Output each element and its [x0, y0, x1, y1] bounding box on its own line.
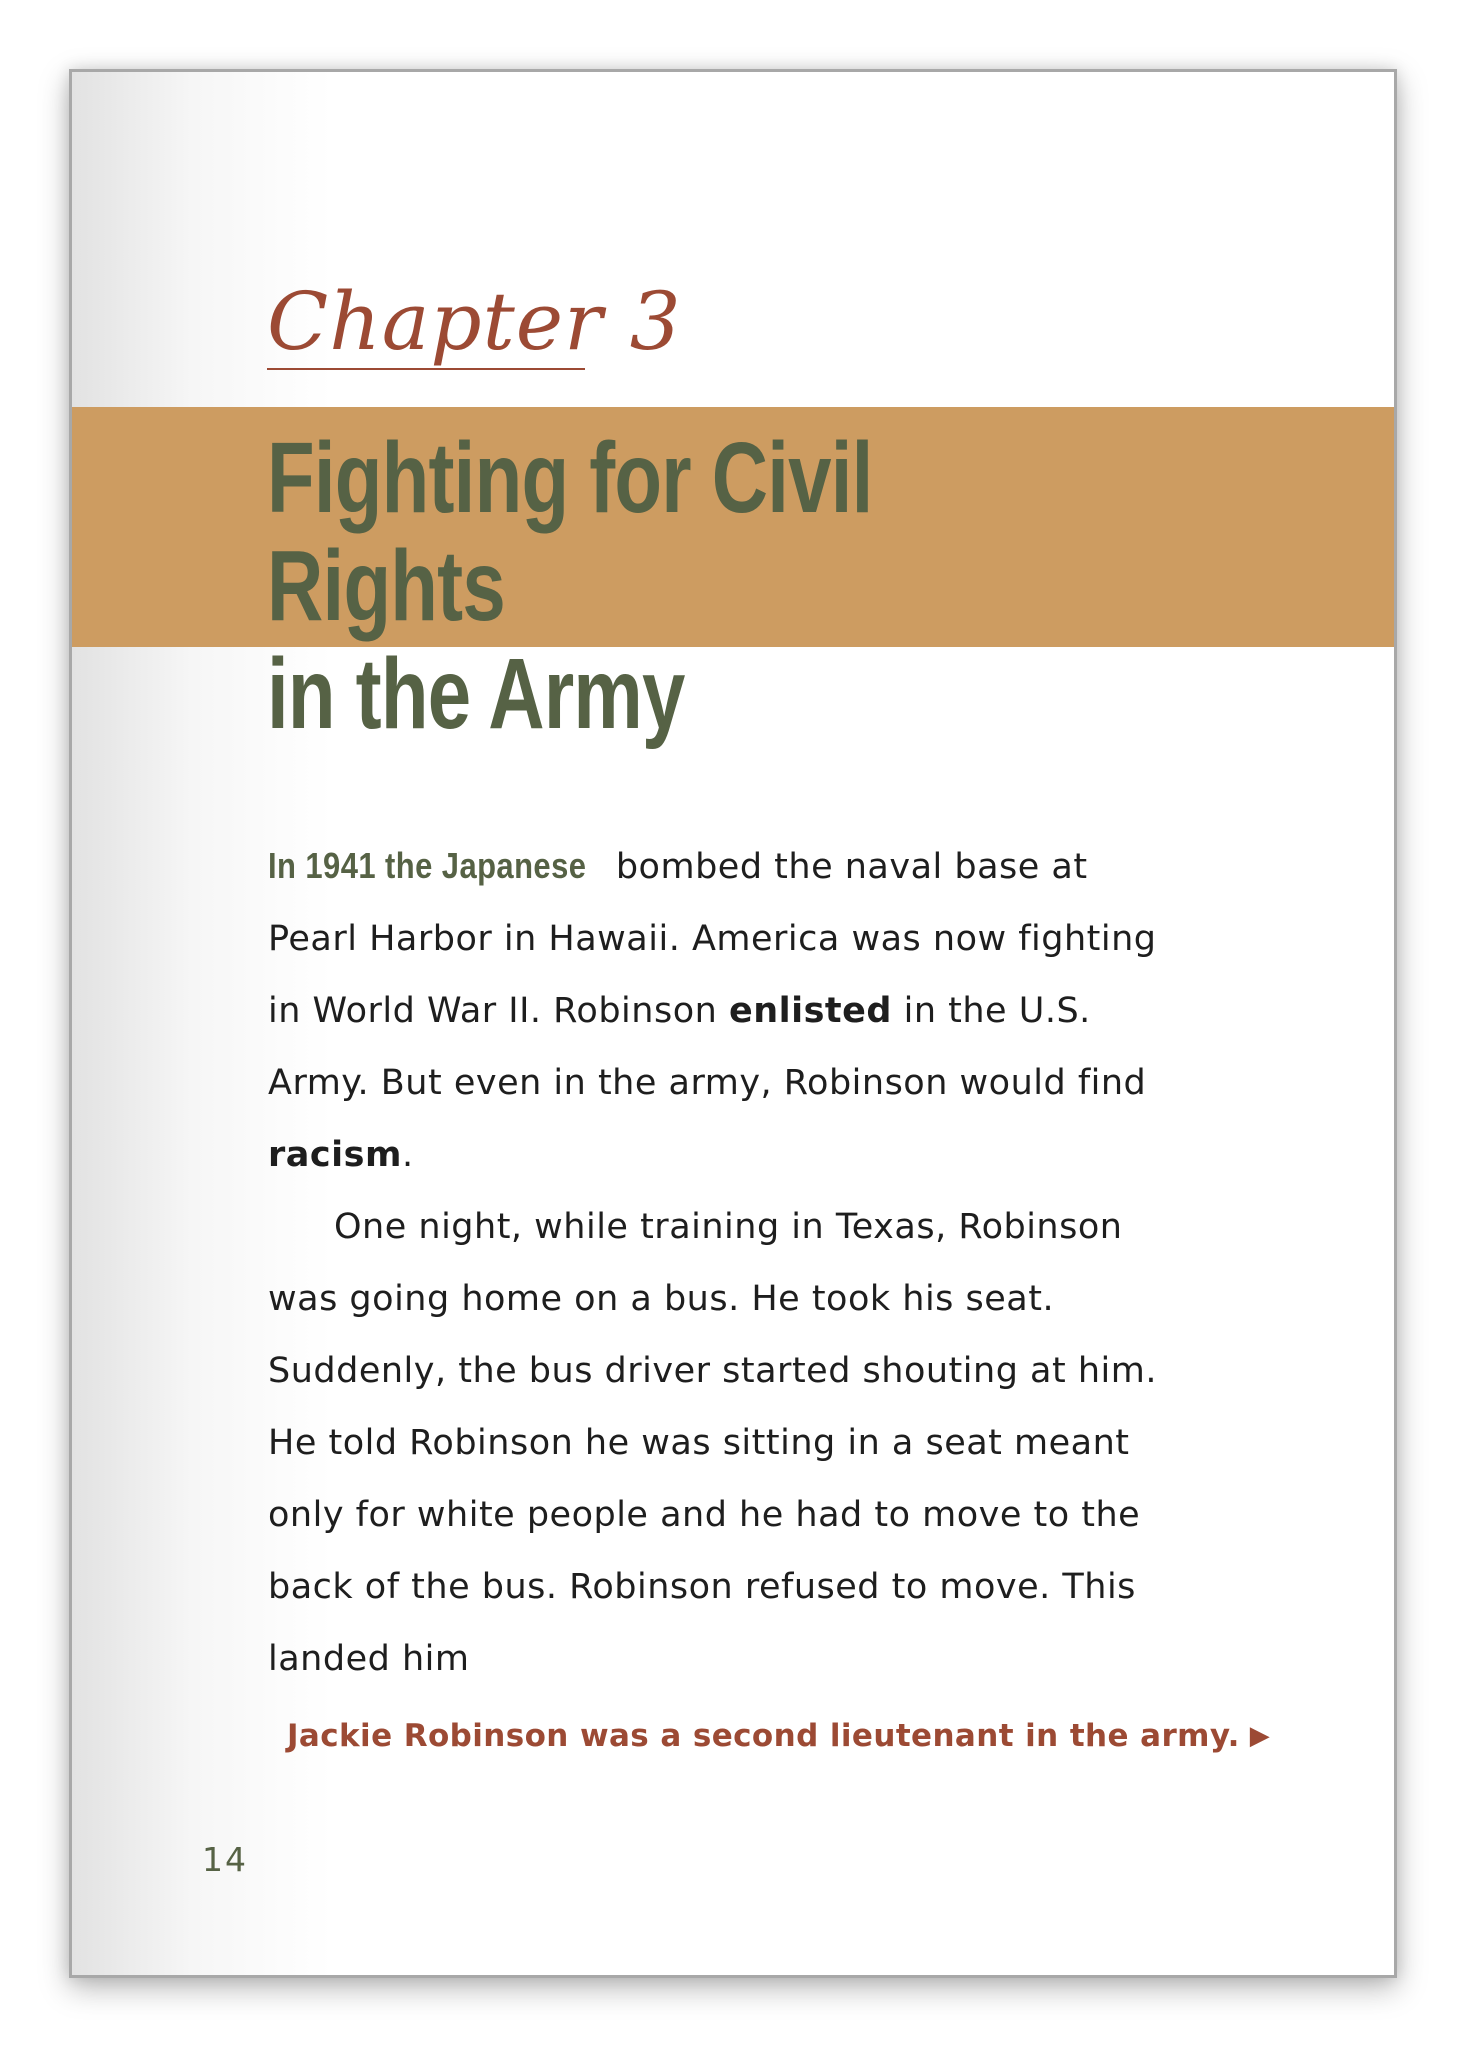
vocab-term-racism: racism — [268, 1135, 402, 1175]
book-page — [69, 69, 1397, 1978]
paragraph-1-part-3: . — [401, 1135, 414, 1175]
body-text — [268, 830, 1188, 1695]
right-arrow-icon: ▶ — [1249, 1721, 1271, 1751]
chapter-title-line-1: Fighting for Civil Rights — [267, 422, 873, 642]
caption-text: Jackie Robinson was a second lieutenant in the army. — [287, 1718, 1240, 1754]
lead-in-phrase: In 1941 the Japanese — [268, 845, 587, 886]
chapter-underline — [267, 368, 585, 370]
photo-caption — [287, 1714, 1270, 1758]
page-number: 14 — [202, 1840, 248, 1879]
chapter-label: Chapter 3 — [267, 275, 682, 368]
paragraph-1 — [268, 830, 1188, 1191]
vocab-term-enlisted: enlisted — [728, 991, 892, 1031]
chapter-title — [267, 424, 1047, 748]
paragraph-1-part-2: in the U.S. Army. But even in the army, Robinson would find — [268, 991, 1147, 1103]
paragraph-2: One night, while training in Texas, Robinson was going home on a bus. He took his seat. Suddenly, the bus driver started shouting at him. He told Robinson he was sitting in a seat meant only for white people and he had to move to the back of the bus. Robinson refused to move. This landed him — [268, 1207, 1157, 1679]
chapter-title-line-2: in the Army — [267, 638, 685, 750]
paragraph-1-part-1: bombed the naval base at Pearl Harbor in Hawaii. America was now fighting in World War II. Robinson — [268, 847, 1157, 1031]
